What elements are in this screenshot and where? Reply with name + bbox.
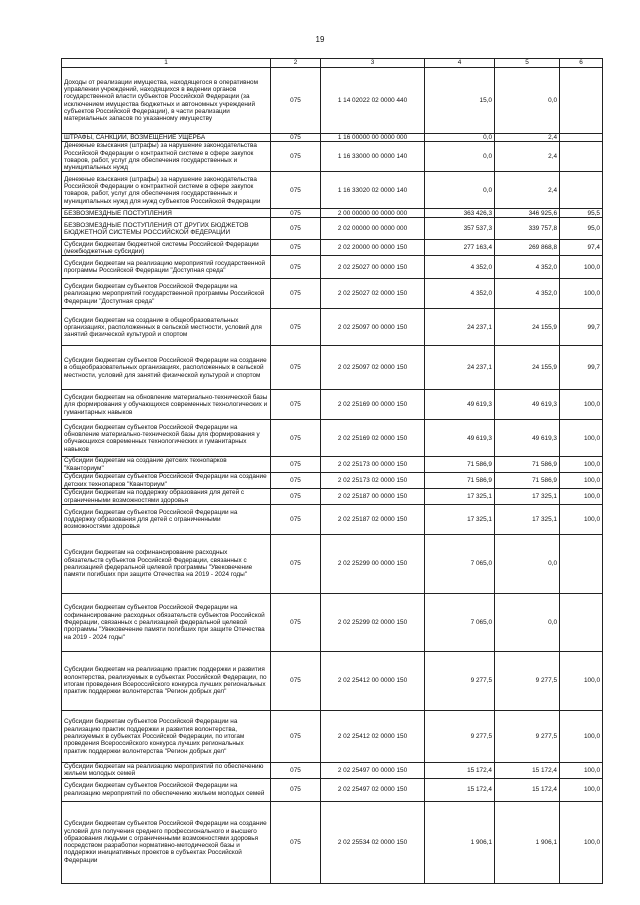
row-actual-value: 339 757,8 [495, 218, 560, 240]
row-percent: 95,5 [560, 209, 603, 218]
row-percent: 100,0 [560, 711, 603, 763]
row-plan-value: 4 352,0 [425, 256, 495, 279]
row-admin-code: 075 [271, 346, 321, 390]
row-admin-code: 075 [271, 390, 321, 420]
row-admin-code: 075 [271, 473, 321, 489]
row-percent: 100,0 [560, 778, 603, 801]
row-actual-value: 15 172,4 [495, 763, 560, 779]
row-name: Денежные взыскания (штрафы) за нарушение законодательства Российской Федерации о контрактной системе в сфере закупок товаров, работ, услуг для обеспечения государственных и муниципальных нужд для нужд субъектов Российской Федерации [62, 172, 271, 209]
row-plan-value: 0,0 [425, 134, 495, 142]
row-percent [560, 535, 603, 594]
row-admin-code: 075 [271, 218, 321, 240]
row-percent: 100,0 [560, 279, 603, 309]
row-admin-code: 075 [271, 489, 321, 505]
table-row [62, 778, 603, 801]
table-row [62, 256, 603, 279]
row-actual-value: 24 155,9 [495, 309, 560, 346]
row-actual-value: 71 586,9 [495, 473, 560, 489]
row-budget-code: 2 02 25169 02 0000 150 [321, 420, 425, 457]
table-row [62, 309, 603, 346]
row-budget-code: 2 02 25412 02 0000 150 [321, 711, 425, 763]
row-admin-code: 075 [271, 457, 321, 473]
row-name: Субсидии бюджетам бюджетной системы Российской Федерации (межбюджетные субсидии) [62, 240, 271, 256]
row-percent: 100,0 [560, 801, 603, 883]
row-actual-value: 346 925,6 [495, 209, 560, 218]
row-plan-value: 363 426,3 [425, 209, 495, 218]
row-plan-value: 15 172,4 [425, 778, 495, 801]
row-plan-value: 17 325,1 [425, 489, 495, 505]
row-admin-code: 075 [271, 505, 321, 535]
table-row [62, 489, 603, 505]
row-admin-code: 075 [271, 240, 321, 256]
table-row [62, 420, 603, 457]
row-plan-value: 24 237,1 [425, 346, 495, 390]
row-budget-code: 2 02 25299 00 0000 150 [321, 535, 425, 594]
row-name: Субсидии бюджетам субъектов Российской Федерации на поддержку образования для детей с ограниченными возможностями здоровья [62, 505, 271, 535]
row-name: Субсидии бюджетам субъектов Российской Федерации на реализацию мероприятий по обеспечению жильем молодых семей [62, 778, 271, 801]
row-percent [560, 68, 603, 134]
row-name: Субсидии бюджетам на создание в общеобразовательных организациях, расположенных в сельской местности, условий для занятий физической культурой и спортом [62, 309, 271, 346]
column-header: 2 [271, 59, 321, 68]
row-plan-value: 49 619,3 [425, 390, 495, 420]
row-name: Субсидии бюджетам на софинансирование расходных обязательств субъектов Российской Федерации, связанных с реализацией федеральной целевой программы "Увековечение памяти погибших при защите Отечества на 2019 - 2024 годы" [62, 535, 271, 594]
row-budget-code: 2 02 25412 00 0000 150 [321, 652, 425, 711]
row-plan-value: 17 325,1 [425, 505, 495, 535]
row-plan-value: 15,0 [425, 68, 495, 134]
table-row [62, 801, 603, 883]
row-budget-code: 2 02 25027 00 0000 150 [321, 256, 425, 279]
row-percent: 100,0 [560, 505, 603, 535]
row-plan-value: 9 277,5 [425, 652, 495, 711]
row-plan-value: 1 906,1 [425, 801, 495, 883]
row-percent: 100,0 [560, 457, 603, 473]
row-name: Субсидии бюджетам на реализацию мероприятий государственной программы Российской Федерации "Доступная среда" [62, 256, 271, 279]
table-row [62, 763, 603, 779]
row-budget-code: 2 02 25097 02 0000 150 [321, 346, 425, 390]
row-admin-code: 075 [271, 172, 321, 209]
row-percent: 97,4 [560, 240, 603, 256]
row-budget-code: 2 02 25187 02 0000 150 [321, 505, 425, 535]
row-percent [560, 172, 603, 209]
row-percent: 99,7 [560, 309, 603, 346]
row-percent: 95,0 [560, 218, 603, 240]
row-actual-value: 49 619,3 [495, 420, 560, 457]
table-header-row [62, 59, 603, 68]
column-header: 6 [560, 59, 603, 68]
row-plan-value: 357 537,3 [425, 218, 495, 240]
column-header: 3 [321, 59, 425, 68]
row-plan-value: 0,0 [425, 142, 495, 172]
row-plan-value: 9 277,5 [425, 711, 495, 763]
row-plan-value: 24 237,1 [425, 309, 495, 346]
row-admin-code: 075 [271, 711, 321, 763]
row-actual-value: 2,4 [495, 142, 560, 172]
row-actual-value: 4 352,0 [495, 279, 560, 309]
row-actual-value: 9 277,5 [495, 652, 560, 711]
row-actual-value: 0,0 [495, 68, 560, 134]
table-row [62, 594, 603, 652]
row-budget-code: 1 16 33020 02 0000 140 [321, 172, 425, 209]
row-plan-value: 49 619,3 [425, 420, 495, 457]
row-name: БЕЗВОЗМЕЗДНЫЕ ПОСТУПЛЕНИЯ ОТ ДРУГИХ БЮДЖЕТОВ БЮДЖЕТНОЙ СИСТЕМЫ РОССИЙСКОЙ ФЕДЕРАЦИИ [62, 218, 271, 240]
table-row [62, 652, 603, 711]
row-plan-value: 71 586,9 [425, 457, 495, 473]
table-row [62, 240, 603, 256]
row-admin-code: 075 [271, 309, 321, 346]
row-actual-value: 2,4 [495, 172, 560, 209]
row-name: Субсидии бюджетам на реализацию практик поддержки и развития волонтерства, реализуемых в субъектах Российской Федерации, по итогам проведения Всероссийского конкурса лучших региональных практик поддержки волонтерства "Регион добрых дел" [62, 652, 271, 711]
row-name: Денежные взыскания (штрафы) за нарушение законодательства Российской Федерации о контрактной системе в сфере закупок товаров, работ, услуг для обеспечения государственных и муниципальных нужд [62, 142, 271, 172]
table-row [62, 390, 603, 420]
table-row [62, 457, 603, 473]
row-admin-code: 075 [271, 142, 321, 172]
row-admin-code: 075 [271, 763, 321, 779]
row-budget-code: 2 02 25187 00 0000 150 [321, 489, 425, 505]
row-actual-value: 0,0 [495, 594, 560, 652]
row-budget-code: 2 02 25173 02 0000 150 [321, 473, 425, 489]
row-name: Субсидии бюджетам субъектов Российской Федерации на создание условий для получения среднего профессионального и высшего образования людьми с ограниченными возможностями здоровья посредством разработки нормативно-методической базы и поддержки инициативных проектов в субъектах Российской Федерации [62, 801, 271, 883]
row-actual-value: 269 868,8 [495, 240, 560, 256]
row-name: Субсидии бюджетам субъектов Российской Федерации на создание в общеобразовательных организациях, расположенных в сельской местности, условий для занятий физической культурой и спортом [62, 346, 271, 390]
row-actual-value: 2,4 [495, 134, 560, 142]
row-actual-value: 4 352,0 [495, 256, 560, 279]
row-admin-code: 075 [271, 778, 321, 801]
row-budget-code: 2 02 25097 00 0000 150 [321, 309, 425, 346]
row-percent: 100,0 [560, 256, 603, 279]
row-budget-code: 1 16 00000 00 0000 000 [321, 134, 425, 142]
table-row [62, 505, 603, 535]
row-admin-code: 075 [271, 256, 321, 279]
row-budget-code: 2 02 25027 02 0000 150 [321, 279, 425, 309]
row-actual-value: 71 586,9 [495, 457, 560, 473]
row-actual-value: 24 155,9 [495, 346, 560, 390]
row-budget-code: 2 02 20000 00 0000 150 [321, 240, 425, 256]
row-name: Субсидии бюджетам на реализацию мероприятий по обеспечению жильем молодых семей [62, 763, 271, 779]
row-plan-value: 7 065,0 [425, 594, 495, 652]
row-percent: 100,0 [560, 763, 603, 779]
row-budget-code: 2 02 25169 00 0000 150 [321, 390, 425, 420]
row-actual-value: 17 325,1 [495, 489, 560, 505]
row-admin-code: 075 [271, 209, 321, 218]
row-plan-value: 15 172,4 [425, 763, 495, 779]
row-admin-code: 075 [271, 134, 321, 142]
row-actual-value: 15 172,4 [495, 778, 560, 801]
table-row [62, 279, 603, 309]
row-percent [560, 594, 603, 652]
table-row [62, 473, 603, 489]
row-percent: 99,7 [560, 346, 603, 390]
table-row [62, 346, 603, 390]
row-percent: 100,0 [560, 652, 603, 711]
row-percent: 100,0 [560, 473, 603, 489]
row-actual-value: 1 906,1 [495, 801, 560, 883]
row-admin-code: 075 [271, 594, 321, 652]
column-header: 1 [62, 59, 271, 68]
row-name: Субсидии бюджетам субъектов Российской Федерации на софинансирование расходных обязательств субъектов Российской Федерации, связанных с реализацией федеральной целевой программы "Увековечение памяти погибших при защите Отечества на 2019 - 2024 годы" [62, 594, 271, 652]
row-admin-code: 075 [271, 801, 321, 883]
row-budget-code: 2 02 25497 02 0000 150 [321, 778, 425, 801]
row-admin-code: 075 [271, 68, 321, 134]
row-admin-code: 075 [271, 279, 321, 309]
row-budget-code: 2 02 25534 02 0000 150 [321, 801, 425, 883]
row-name: Субсидии бюджетам на обновление материально-технической базы для формирования у обучающихся современных технологических и гуманитарных навыков [62, 390, 271, 420]
table-row [62, 172, 603, 209]
row-admin-code: 075 [271, 420, 321, 457]
row-plan-value: 7 065,0 [425, 535, 495, 594]
budget-table [61, 58, 603, 884]
row-name: Субсидии бюджетам субъектов Российской Федерации на реализацию практик поддержки и развития волонтерства, реализуемых в субъектах Российской Федерации, по итогам проведения Всероссийского конкурса лучших региональных практик поддержки волонтерства "Регион добрых дел" [62, 711, 271, 763]
row-budget-code: 2 02 25497 00 0000 150 [321, 763, 425, 779]
row-budget-code: 2 00 00000 00 0000 000 [321, 209, 425, 218]
row-name: БЕЗВОЗМЕЗДНЫЕ ПОСТУПЛЕНИЯ [62, 209, 271, 218]
page-number: 19 [315, 35, 325, 44]
row-name: Доходы от реализации имущества, находящегося в оперативном управлении учреждений, находящихся в ведении органов государственной власти субъектов Российской Федерации (за исключением имущества бюджетных и автономных учреждений субъектов Российской Федерации), в части реализации материальных запасов по указанному имуществу [62, 68, 271, 134]
row-plan-value: 71 586,9 [425, 473, 495, 489]
row-actual-value: 9 277,5 [495, 711, 560, 763]
row-budget-code: 2 02 25299 02 0000 150 [321, 594, 425, 652]
row-plan-value: 4 352,0 [425, 279, 495, 309]
row-plan-value: 0,0 [425, 172, 495, 209]
table-row [62, 711, 603, 763]
row-name: Субсидии бюджетам субъектов Российской Федерации на реализацию мероприятий государственной программы Российской Федерации "Доступная среда" [62, 279, 271, 309]
row-admin-code: 075 [271, 652, 321, 711]
row-percent [560, 142, 603, 172]
row-budget-code: 2 02 00000 00 0000 000 [321, 218, 425, 240]
row-percent: 100,0 [560, 420, 603, 457]
table-row [62, 218, 603, 240]
row-admin-code: 075 [271, 535, 321, 594]
row-actual-value: 49 619,3 [495, 390, 560, 420]
row-percent [560, 134, 603, 142]
column-header: 4 [425, 59, 495, 68]
column-header: 5 [495, 59, 560, 68]
row-plan-value: 277 163,4 [425, 240, 495, 256]
table-row [62, 209, 603, 218]
row-percent: 100,0 [560, 489, 603, 505]
row-name: Субсидии бюджетам на поддержку образования для детей с ограниченными возможностями здоровья [62, 489, 271, 505]
table-row [62, 535, 603, 594]
table-row [62, 134, 603, 142]
row-budget-code: 2 02 25173 00 0000 150 [321, 457, 425, 473]
table-row [62, 68, 603, 134]
row-percent: 100,0 [560, 390, 603, 420]
row-name: Субсидии бюджетам субъектов Российской Федерации на создание детских технопарков "Кванториум" [62, 473, 271, 489]
row-name: Субсидии бюджетам на создание детских технопарков "Кванториум" [62, 457, 271, 473]
row-name: ШТРАФЫ, САНКЦИИ, ВОЗМЕЩЕНИЕ УЩЕРБА [62, 134, 271, 142]
table-row [62, 142, 603, 172]
row-budget-code: 1 14 02022 02 0000 440 [321, 68, 425, 134]
row-name: Субсидии бюджетам субъектов Российской Федерации на обновление материально-технической базы для формирования у обучающихся современных технологических и гуманитарных навыков [62, 420, 271, 457]
row-actual-value: 17 325,1 [495, 505, 560, 535]
row-actual-value: 0,0 [495, 535, 560, 594]
row-budget-code: 1 16 33000 00 0000 140 [321, 142, 425, 172]
